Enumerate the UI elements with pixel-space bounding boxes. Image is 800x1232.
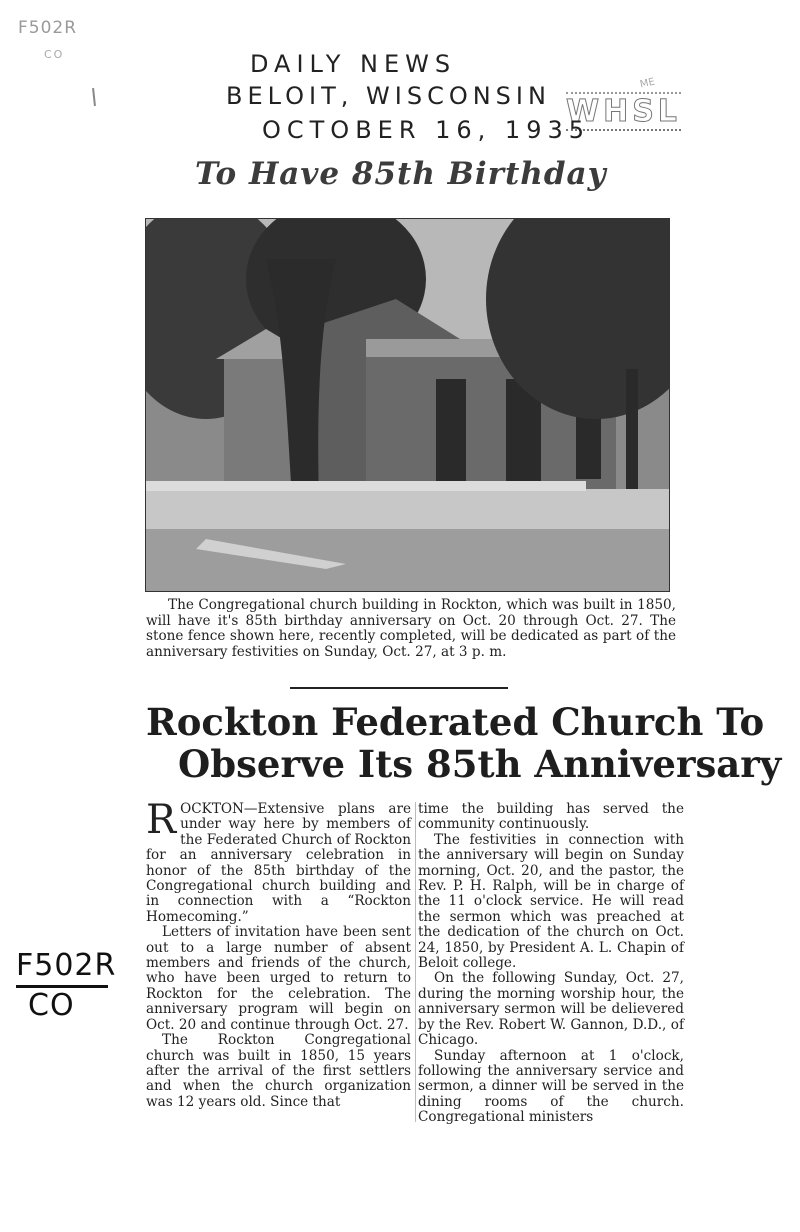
article-paragraph: The Rockton Congregational church was built in 1850, 15 years after the arrival of the first settlers and when the church organization was 12 years old. Since that	[146, 1032, 411, 1110]
photo-caption	[146, 598, 676, 660]
article-headline-line-2: Observe Its 85th Anniversary	[178, 742, 782, 786]
church-photo	[145, 218, 670, 592]
library-stamp-note: ME	[639, 76, 656, 91]
photo-headline: To Have 85th Birthday	[195, 156, 607, 192]
section-divider	[290, 687, 508, 689]
article-paragraph: The festivities in connection with the anniversary will begin on Sunday morning, Oct. 20, and the pastor, the Rev. P. H. Ralph, will be in charge of the 11 o'clock service. He will read the sermon which was preached at the dedication of the church on Oct. 24, 1850, by President A. L. Chapin of Beloit college.	[418, 831, 684, 972]
article-paragraph-text: OCKTON—Extensive plans are under way here by members of the Federated Church of Rockton for an anniversary celebration in honor of the 85th birthday of the Congregational church building and in connection with a “Rockton Homecoming.”	[146, 801, 411, 925]
article-column-right	[418, 802, 684, 1126]
article-paragraph	[146, 797, 411, 925]
photo-caption-text: The Congregational church building in Rockton, which was built in 1850, will have it's 85th birthday anniversary on Oct. 20 through Oct. 27. The stone fence shown here, recently completed, will be dedicated as part of the anniversary festivities on Sunday, Oct. 27, at 3 p. m.	[146, 597, 676, 660]
newspaper-name: DAILY NEWS	[250, 50, 457, 78]
article-column-left	[146, 797, 411, 1110]
catalog-stamp-top-sub: CO	[44, 48, 65, 61]
newspaper-location: BELOIT, WISCONSIN	[226, 82, 551, 110]
margin-catalog-note-sub: CO	[28, 988, 75, 1023]
article-paragraph: Letters of invitation have been sent out to a large number of absent members and friends of the church, who have been urged to return to Rockton for the celebration. The anniversary program will begin on Oct. 20 and continue through Oct. 27.	[146, 924, 411, 1033]
pencil-mark	[92, 88, 96, 106]
column-divider	[415, 802, 416, 1122]
article-paragraph: On the following Sunday, Oct. 27, during the morning worship hour, the anniversary sermon will be delievered by the Rev. Robert W. Gannon, D.D., of Chicago.	[418, 970, 684, 1049]
article-paragraph: time the building has served the community continuously.	[418, 801, 684, 833]
article-paragraph: Sunday afternoon at 1 o'clock, following the anniversary service and sermon, a dinner will be served in the dining rooms of the church. Congregational ministers	[418, 1047, 684, 1126]
library-stamp: WHSL	[566, 94, 681, 129]
article-headline-line-1: Rockton Federated Church To	[146, 700, 765, 744]
margin-catalog-note: F502R	[16, 948, 117, 983]
catalog-stamp-top: F502R	[18, 18, 78, 38]
newspaper-date: OCTOBER 16, 1935	[262, 116, 591, 144]
drop-cap: R	[146, 797, 177, 843]
church-photo-illustration	[146, 219, 669, 591]
